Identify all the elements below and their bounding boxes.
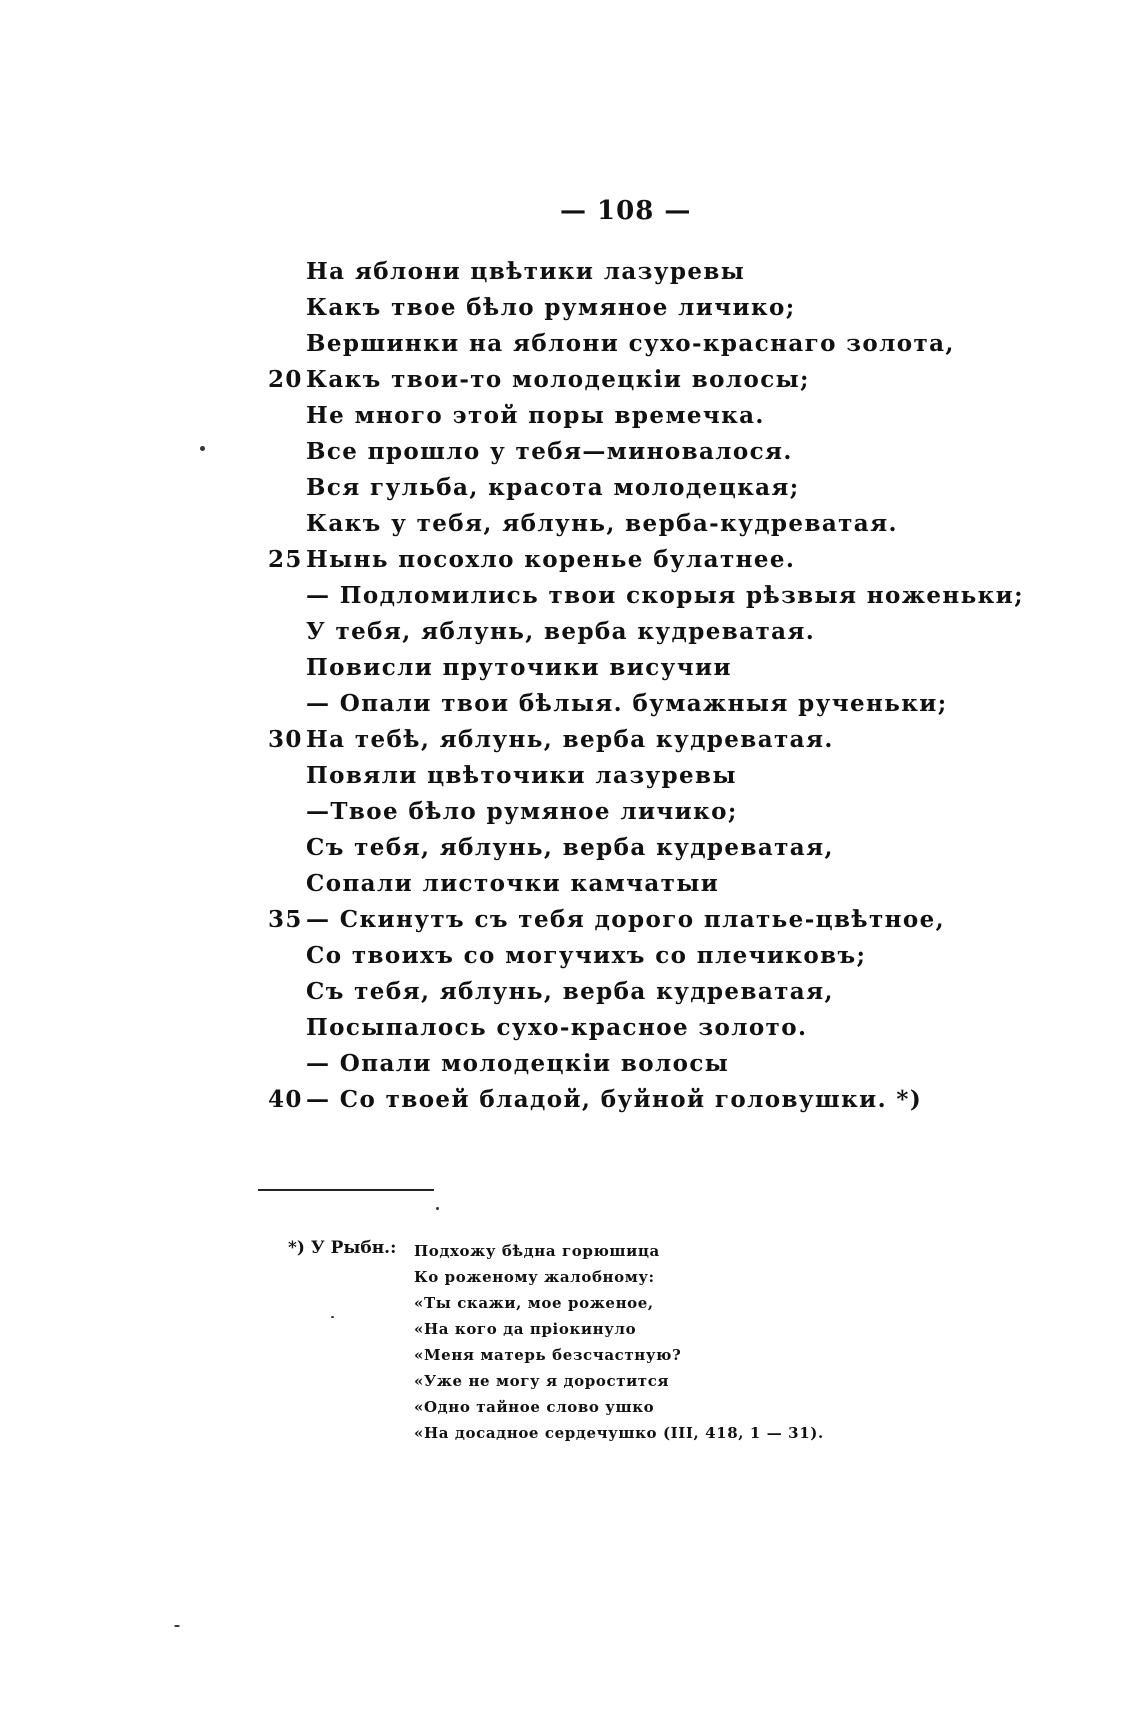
poem-line bbox=[268, 542, 928, 578]
line-text: Нынь посохло коренье булатнее. bbox=[306, 546, 796, 573]
line-text: — Опали твои бѣлыя. бумажныя рученьки; bbox=[306, 690, 948, 717]
poem-line bbox=[268, 434, 928, 470]
footnote-line: «На кого да пріокинуло bbox=[414, 1320, 637, 1338]
line-text: Посыпалось сухо-красное золото. bbox=[306, 1014, 808, 1041]
poem-line bbox=[268, 506, 928, 542]
line-number: 20 bbox=[268, 366, 303, 393]
poem-line bbox=[268, 470, 928, 506]
line-text: Сопали листочки камчатыи bbox=[306, 870, 720, 897]
line-text: На тебѣ, яблунь, верба кудреватая. bbox=[306, 726, 834, 753]
line-text: На яблони цвѣтики лазуревы bbox=[306, 258, 746, 285]
line-text: Вершинки на яблони сухо-краснаго золота, bbox=[306, 330, 955, 357]
poem-line bbox=[268, 866, 928, 902]
line-text: Со твоихъ со могучихъ со плечиковъ; bbox=[306, 942, 867, 969]
footnote-label: *) У Рыбн.: bbox=[288, 1238, 397, 1258]
line-text: Съ тебя, яблунь, верба кудреватая, bbox=[306, 978, 834, 1005]
line-text: — Опали молодецкіи волосы bbox=[306, 1050, 730, 1077]
poem-line bbox=[268, 830, 928, 866]
poem-line bbox=[268, 974, 928, 1010]
line-text: Повяли цвѣточики лазуревы bbox=[306, 762, 737, 789]
scan-speck bbox=[331, 1316, 334, 1318]
poem-line bbox=[268, 578, 1025, 614]
footnote-rule bbox=[258, 1189, 434, 1191]
line-text: Какъ твои-то молодецкіи волосы; bbox=[306, 366, 810, 393]
poem bbox=[268, 254, 1025, 1118]
poem-line bbox=[268, 362, 928, 398]
poem-line bbox=[268, 290, 928, 326]
line-text: Какъ у тебя, яблунь, верба-кудреватая. bbox=[306, 510, 898, 537]
poem-line bbox=[268, 254, 928, 290]
poem-line bbox=[268, 686, 948, 722]
poem-line bbox=[268, 902, 946, 938]
scan-speck bbox=[436, 1207, 439, 1210]
line-text: —Твое бѣло румяное личико; bbox=[306, 798, 738, 825]
poem-line bbox=[268, 1046, 928, 1082]
footnote-line: Подхожу бѣдна горюшица bbox=[414, 1242, 660, 1260]
line-text: Съ тебя, яблунь, верба кудреватая, bbox=[306, 834, 834, 861]
line-text: Какъ твое бѣло румяное личико; bbox=[306, 294, 796, 321]
page-number: — 108 — bbox=[560, 196, 692, 226]
footnote-line: «На досадное сердечушко (III, 418, 1 — 31). bbox=[414, 1424, 824, 1442]
line-text: — Подломились твои скорыя рѣзвыя ноженьки; bbox=[306, 582, 1025, 609]
line-number: 30 bbox=[268, 726, 303, 753]
poem-line bbox=[268, 650, 928, 686]
poem-line bbox=[268, 938, 928, 974]
line-text: Повисли пруточики висучии bbox=[306, 654, 732, 681]
scan-speck bbox=[200, 446, 205, 451]
line-text: Вся гульба, красота молодецкая; bbox=[306, 474, 800, 501]
footnote-line: «Уже не могу я доростится bbox=[414, 1372, 670, 1390]
poem-line bbox=[268, 1082, 928, 1118]
footnote-line: Ко роженому жалобному: bbox=[414, 1268, 655, 1286]
line-text: Не много этой поры времечка. bbox=[306, 402, 765, 429]
poem-line bbox=[268, 722, 928, 758]
poem-line bbox=[268, 326, 955, 362]
line-number: 25 bbox=[268, 546, 303, 573]
poem-line bbox=[268, 758, 928, 794]
poem-line bbox=[268, 398, 928, 434]
poem-line bbox=[268, 1010, 928, 1046]
scan-speck bbox=[174, 1625, 180, 1627]
footnote-line: «Ты скажи, мое роженое, bbox=[414, 1294, 654, 1312]
line-text: — Скинутъ съ тебя дорого платье-цвѣтное, bbox=[306, 906, 946, 933]
line-text: У тебя, яблунь, верба кудреватая. bbox=[306, 618, 816, 645]
poem-line bbox=[268, 614, 928, 650]
footnote-line: «Меня матерь безсчастную? bbox=[414, 1346, 682, 1364]
poem-line bbox=[268, 794, 928, 830]
footnote-line: «Одно тайное слово ушко bbox=[414, 1398, 655, 1416]
line-number: 35 bbox=[268, 906, 303, 933]
line-text: Все прошло у тебя—миновалося. bbox=[306, 438, 793, 465]
line-text: — Со твоей бладой, буйной головушки. *) bbox=[306, 1086, 923, 1113]
line-number: 40 bbox=[268, 1086, 303, 1113]
footnote-lines bbox=[414, 1238, 824, 1446]
